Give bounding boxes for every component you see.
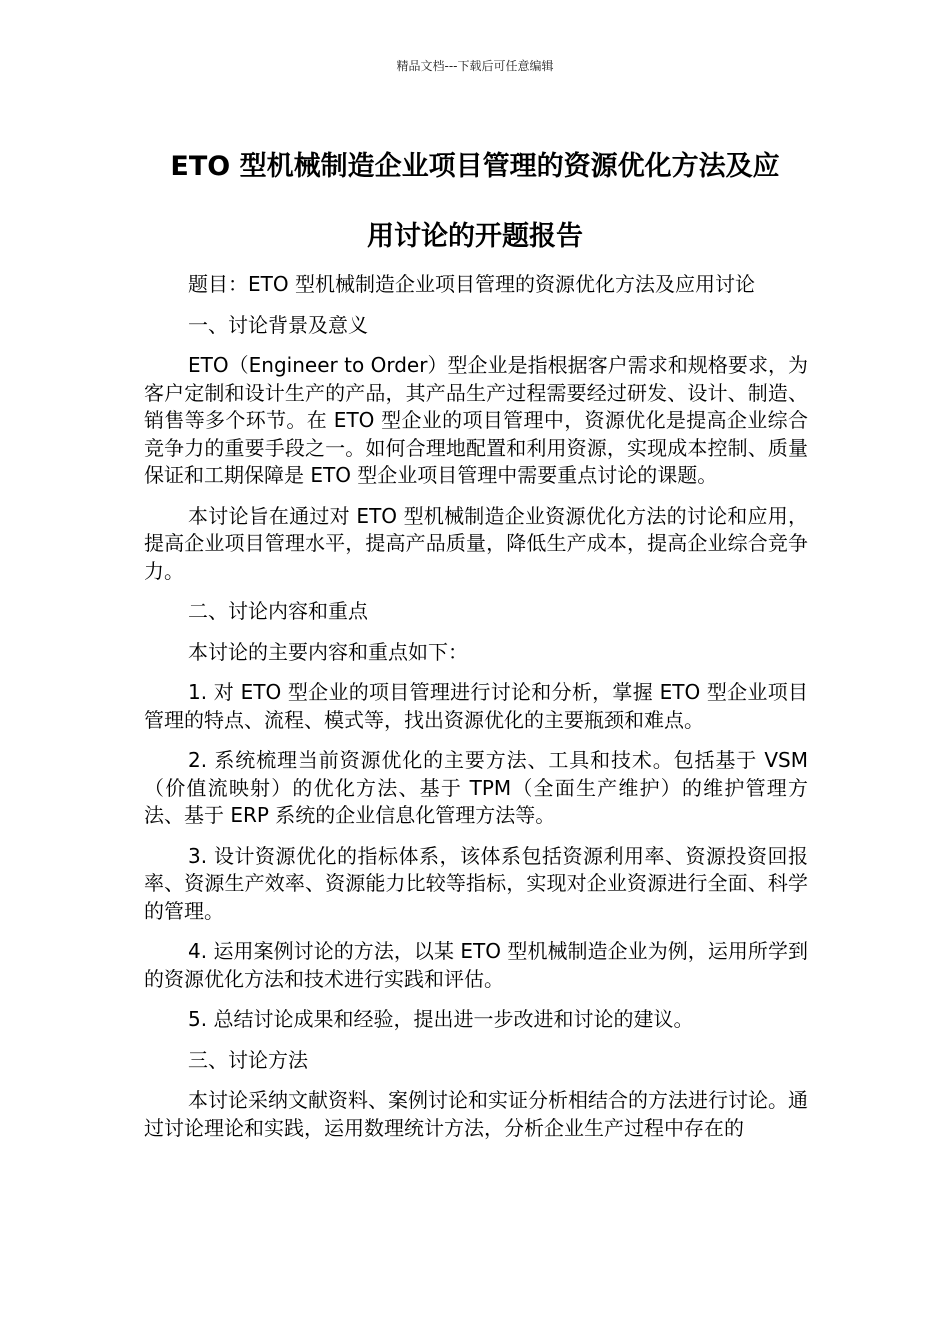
paragraph-background-2: 本讨论旨在通过对 ETO 型机械制造企业资源优化方法的讨论和应用，提高企业项目管理水平，提高产品质量，降低生产成本，提高企业综合竞争力。 bbox=[144, 503, 808, 583]
section-heading-method: 三、讨论方法 bbox=[188, 1047, 308, 1072]
document-body bbox=[144, 271, 808, 1155]
paragraph-background-1: ETO（Engineer to Order）型企业是指根据客户需求和规格要求，为客户定制和设计生产的产品，其产品生产过程需要经过研发、设计、制造、销售等多个环节。在 ETO 型企业的项目管理中，资源优化是提高企业综合竞争力的重要手段之一。如何合理地配置和利用资源，实现成本控制、质量保证和工期保障是 ETO 型企业项目管理中需要重点讨论的课题。 bbox=[144, 353, 808, 487]
paragraph-content-intro: 本讨论的主要内容和重点如下： bbox=[188, 639, 468, 664]
document-title bbox=[120, 132, 830, 272]
section-heading-background: 一、讨论背景及意义 bbox=[188, 312, 368, 337]
paragraph-method-1: 本讨论采纳文献资料、案例讨论和实证分析相结合的方法进行讨论。通过讨论理论和实践，运用数理统计方法，分析企业生产过程中存在的 bbox=[144, 1088, 808, 1140]
topic-line: 题目：ETO 型机械制造企业项目管理的资源优化方法及应用讨论 bbox=[188, 272, 755, 296]
list-item-3: 3. 设计资源优化的指标体系，该体系包括资源利用率、资源投资回报率、资源生产效率、资源能力比较等指标，实现对企业资源进行全面、科学的管理。 bbox=[144, 843, 808, 923]
title-line-1: ETO 型机械制造企业项目管理的资源优化方法及应 bbox=[170, 151, 780, 182]
list-item-4: 4. 运用案例讨论的方法，以某 ETO 型机械制造企业为例，运用所学到的资源优化方法和技术进行实践和评估。 bbox=[144, 939, 808, 991]
list-item-1: 1. 对 ETO 型企业的项目管理进行讨论和分析，掌握 ETO 型企业项目管理的特点、流程、模式等，找出资源优化的主要瓶颈和难点。 bbox=[144, 680, 808, 732]
title-line-2: 用讨论的开题报告 bbox=[367, 221, 583, 252]
header-note: 精品文档---下载后可任意编辑 bbox=[396, 59, 554, 73]
section-heading-content: 二、讨论内容和重点 bbox=[188, 599, 368, 623]
list-item-5: 5. 总结讨论成果和经验，提出进一步改进和讨论的建议。 bbox=[188, 1007, 694, 1031]
list-item-2: 2. 系统梳理当前资源优化的主要方法、工具和技术。包括基于 VSM（价值流映射）的优化方法、基于 TPM（全面生产维护）的维护管理方法、基于 ERP 系统的企业信息化管理方法等。 bbox=[144, 748, 808, 827]
